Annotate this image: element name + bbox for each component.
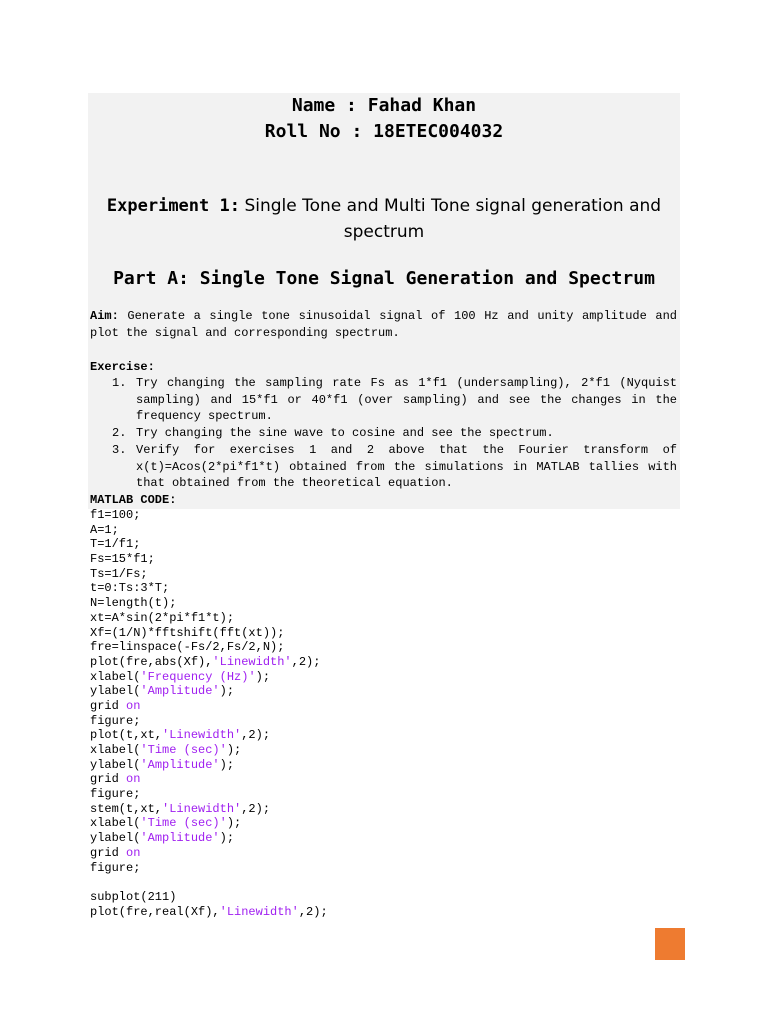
- code-string: 'Time (sec)': [140, 743, 227, 757]
- code-token: N=length(t);: [90, 596, 177, 611]
- code-string: 'Linewidth': [162, 728, 242, 743]
- code-line: [90, 890, 328, 905]
- matlab-code-block: [90, 508, 328, 919]
- code-token: ,2);: [241, 801, 271, 816]
- code-string: 'Amplitude': [140, 684, 220, 699]
- code-token: plot(fre,abs(Xf),: [90, 654, 213, 669]
- code-token: Fs=15*f1;: [90, 552, 155, 567]
- aim-text: Generate a single tone sinusoidal signal of 100 Hz and unity amplitude and plot the signal and corresponding spectrum.: [90, 309, 677, 340]
- code-line: [90, 905, 328, 920]
- exercise-text: Try changing the sampling rate Fs as 1*f1 (undersampling), 2*f1 (Nyquist sampling) and 15*f1 or 40*f1 (over sampling) and see the changes in the frequency spectrum.: [136, 376, 677, 424]
- code-line: [90, 655, 328, 670]
- code-line: [90, 861, 328, 876]
- exercise-text: Verify for exercises 1 and 2 above that the Fourier transform of x(t)=Acos(2*pi*f1*t) obtained from the simulations in MATLAB tallies with that obtained from the theoretical equation.: [136, 442, 677, 491]
- code-line: [90, 684, 328, 699]
- code-line: [90, 640, 328, 655]
- code-token: grid: [90, 698, 127, 713]
- code-token: xlabel(: [90, 816, 141, 831]
- code-token: figure;: [90, 787, 141, 802]
- exercise-item: [90, 442, 677, 492]
- code-token: A=1;: [90, 522, 119, 537]
- code-token: subplot(211): [90, 889, 177, 904]
- code-token: xt=A*sin(2*pi*f1*t);: [90, 610, 235, 625]
- code-line: [90, 537, 328, 552]
- code-line: [90, 611, 328, 626]
- exercise-item: [90, 375, 677, 425]
- exercise-number: 3.: [112, 442, 127, 457]
- code-token: t=0:Ts:3*T;: [90, 581, 170, 596]
- code-line: [90, 875, 328, 890]
- code-token: Xf=(1/N)*fftshift(fft(xt));: [90, 625, 285, 640]
- code-token: ,2);: [291, 654, 321, 669]
- code-token: figure;: [90, 860, 141, 875]
- code-string: 'Linewidth': [219, 904, 299, 919]
- code-string: 'Linewidth': [162, 801, 242, 816]
- code-token: );: [219, 757, 235, 772]
- code-token: ylabel(: [90, 684, 141, 699]
- exercise-list: [90, 375, 677, 492]
- code-token: Ts=1/Fs;: [90, 566, 148, 581]
- code-line: [90, 567, 328, 582]
- code-line: [90, 626, 328, 641]
- aim-paragraph: [90, 308, 677, 342]
- exercise-text: Try changing the sine wave to cosine and see the spectrum.: [136, 426, 554, 441]
- code-token: plot(t,xt,: [90, 728, 163, 743]
- code-line: [90, 831, 328, 846]
- code-token: stem(t,xt,: [90, 801, 163, 816]
- code-token: ,2);: [241, 728, 271, 743]
- code-line: [90, 552, 328, 567]
- code-line: [90, 670, 328, 685]
- code-line: [90, 787, 328, 802]
- code-token: figure;: [90, 713, 141, 728]
- code-line: [90, 802, 328, 817]
- exercise-item: [90, 425, 677, 442]
- exercise-title: Exercise:: [90, 360, 155, 374]
- code-token: );: [219, 831, 235, 846]
- experiment-heading: [88, 193, 680, 245]
- experiment-title: Single Tone and Multi Tone signal generation and spectrum: [244, 196, 662, 242]
- code-line: [90, 714, 328, 729]
- code-token: );: [219, 684, 235, 699]
- code-token: grid: [90, 772, 127, 787]
- code-line: [90, 728, 328, 743]
- code-line: [90, 596, 328, 611]
- code-line: [90, 523, 328, 538]
- code-token: ,2);: [298, 904, 328, 919]
- code-token: );: [255, 669, 271, 684]
- code-token: ylabel(: [90, 831, 141, 846]
- code-string: 'Time (sec)': [140, 816, 227, 831]
- code-string: 'Amplitude': [140, 831, 220, 846]
- code-keyword: on: [126, 698, 141, 713]
- code-token: ylabel(: [90, 757, 141, 772]
- exercise-number: 2.: [112, 426, 127, 441]
- code-token: grid: [90, 845, 127, 860]
- code-line: [90, 758, 328, 773]
- code-line: [90, 816, 328, 831]
- code-string: 'Frequency (Hz)': [140, 669, 256, 684]
- code-token: xlabel(: [90, 669, 141, 684]
- code-line: [90, 699, 328, 714]
- matlab-code-title: MATLAB CODE:: [90, 493, 177, 507]
- code-keyword: on: [126, 845, 141, 860]
- code-line: [90, 846, 328, 861]
- code-token: f1=100;: [90, 508, 141, 522]
- code-line: [90, 743, 328, 758]
- aim-label: Aim:: [90, 309, 119, 323]
- exercise-number: 1.: [112, 376, 127, 390]
- code-token: fre=linspace(-Fs/2,Fs/2,N);: [90, 640, 285, 655]
- code-line: [90, 508, 328, 523]
- code-token: );: [226, 816, 242, 831]
- code-token: );: [226, 743, 242, 757]
- code-line: [90, 772, 328, 787]
- code-keyword: on: [126, 772, 141, 787]
- code-line: [90, 581, 328, 596]
- code-string: 'Amplitude': [140, 757, 220, 772]
- part-a-heading: Part A: Single Tone Signal Generation and Spectrum: [113, 268, 655, 289]
- code-token: xlabel(: [90, 743, 141, 757]
- page-corner-marker: [655, 928, 685, 960]
- code-token: plot(fre,real(Xf),: [90, 904, 220, 919]
- experiment-label: Experiment 1:: [106, 196, 240, 216]
- student-name: Name : Fahad Khan: [291, 95, 477, 116]
- roll-number: Roll No : 18ETEC004032: [264, 121, 504, 142]
- code-string: 'Linewidth': [212, 654, 292, 669]
- code-token: T=1/f1;: [90, 537, 141, 552]
